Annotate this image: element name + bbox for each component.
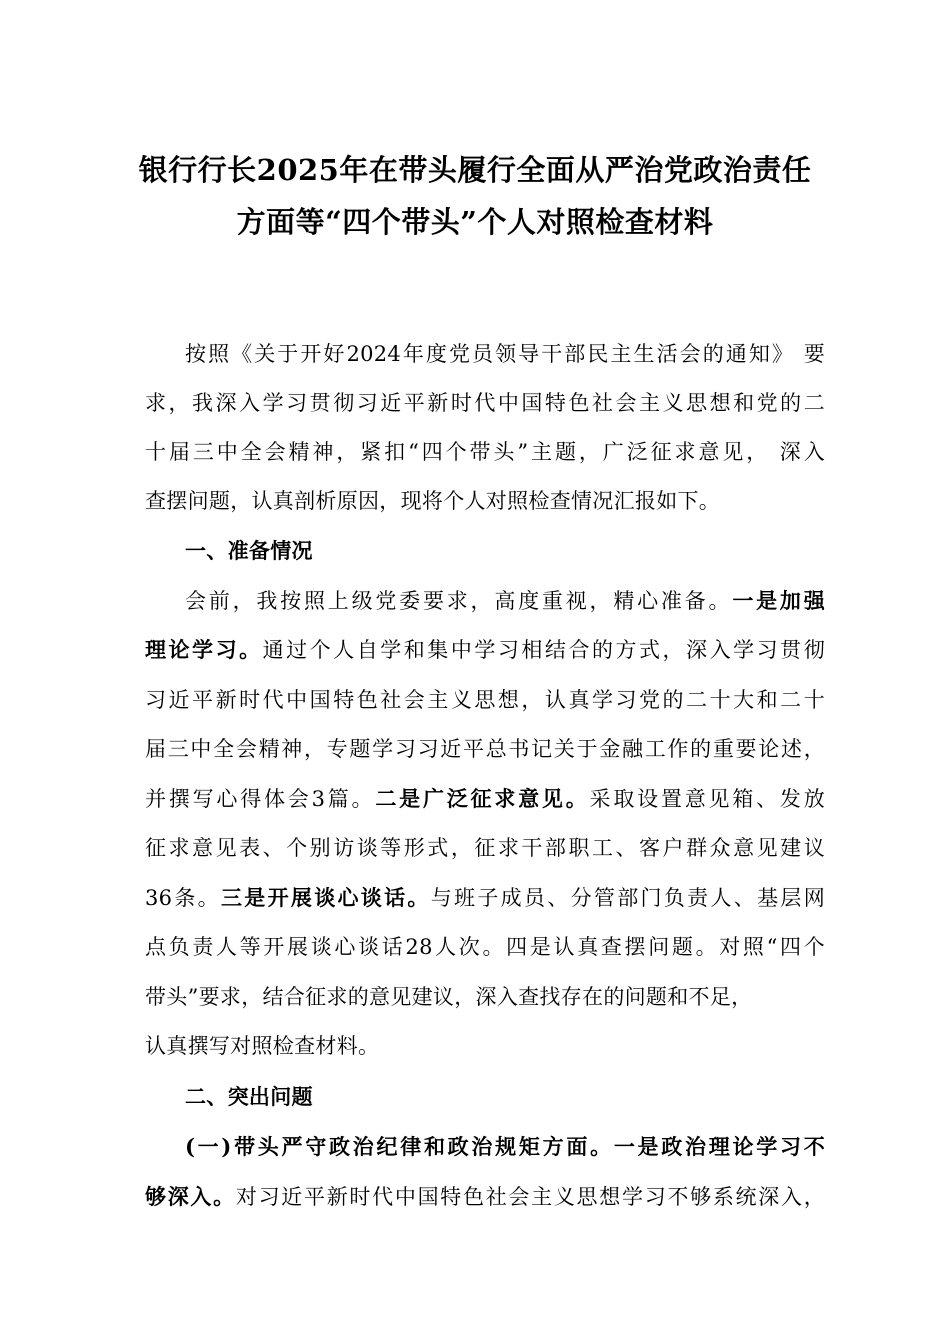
bold-run: 理论学习。 [145,637,263,662]
paragraph-line: 届三中全会精神，专题学习习近平总书记关于金融工作的重要论述， [145,737,825,761]
paragraph-line: 认真撰写对照检查材料。 [145,1034,380,1058]
paragraph-line: 带头”要求，结合征求的意见建议，深入查找存在的问题和不足， [145,985,753,1009]
text-run: 36条。 [145,886,221,910]
bold-run: 三是开展谈心谈话。 [220,885,431,910]
bold-run: 二是广泛征求意见。 [375,786,590,811]
text-run: 会前，我按照上级党委要求，高度重视，精心准备。 [185,589,733,613]
text-run: 采取设置意见箱、发放 [589,787,826,811]
intro-line-3: 十届三中全会精神，紧扣“四个带头”主题，广泛征求意见， 深入 [145,440,825,464]
text-run: 并撰写心得体会3篇。 [145,787,376,811]
paragraph-line: 点负责人等开展谈心谈话28人次。四是认真查摆问题。对照“四个 [145,935,825,959]
bold-run: 一是加强 [732,588,825,613]
text-run: 对习近平新时代中国特色社会主义思想学习不够系统深入， [235,1185,825,1209]
text-run: 与班子成员、分管部门负责人、基层网 [430,886,826,910]
intro-line-2: 求，我深入学习贯彻习近平新时代中国特色社会主义思想和党的二 [145,391,825,415]
intro-line-4: 查摆问题，认真剖析原因，现将个人对照检查情况汇报如下。 [145,489,721,513]
text-run: 通过个人自学和集中学习相结合的方式，深入学习贯彻 [262,638,825,662]
paragraph-line [185,585,825,617]
paragraph-line: 征求意见表、个别访谈等形式，征求干部职工、客户群众意见建议 [145,836,825,860]
section-heading-preparation: 一、准备情况 [185,538,313,563]
paragraph-line: 习近平新时代中国特色社会主义思想，认真学习党的二十大和二十 [145,688,825,712]
paragraph-line: (一)带头严守政治纪律和政治规矩方面。一是政治理论学习不 [185,1134,825,1159]
intro-line-1: 按照《关于开好2024年度党员领导干部民主生活会的通知》 要 [185,342,825,366]
paragraph-line [145,882,825,914]
paragraph-line [145,1181,825,1213]
paragraph-line [145,783,825,815]
section-heading-problems: 二、突出问题 [185,1084,313,1109]
bold-run: 够深入。 [145,1184,236,1209]
document-title-line-1: 银行行长2025年在带头履行全面从严治党政治责任 [138,153,812,187]
document-title-line-2: 方面等“四个带头”个人对照检查材料 [236,205,714,239]
paragraph-line [145,634,825,666]
